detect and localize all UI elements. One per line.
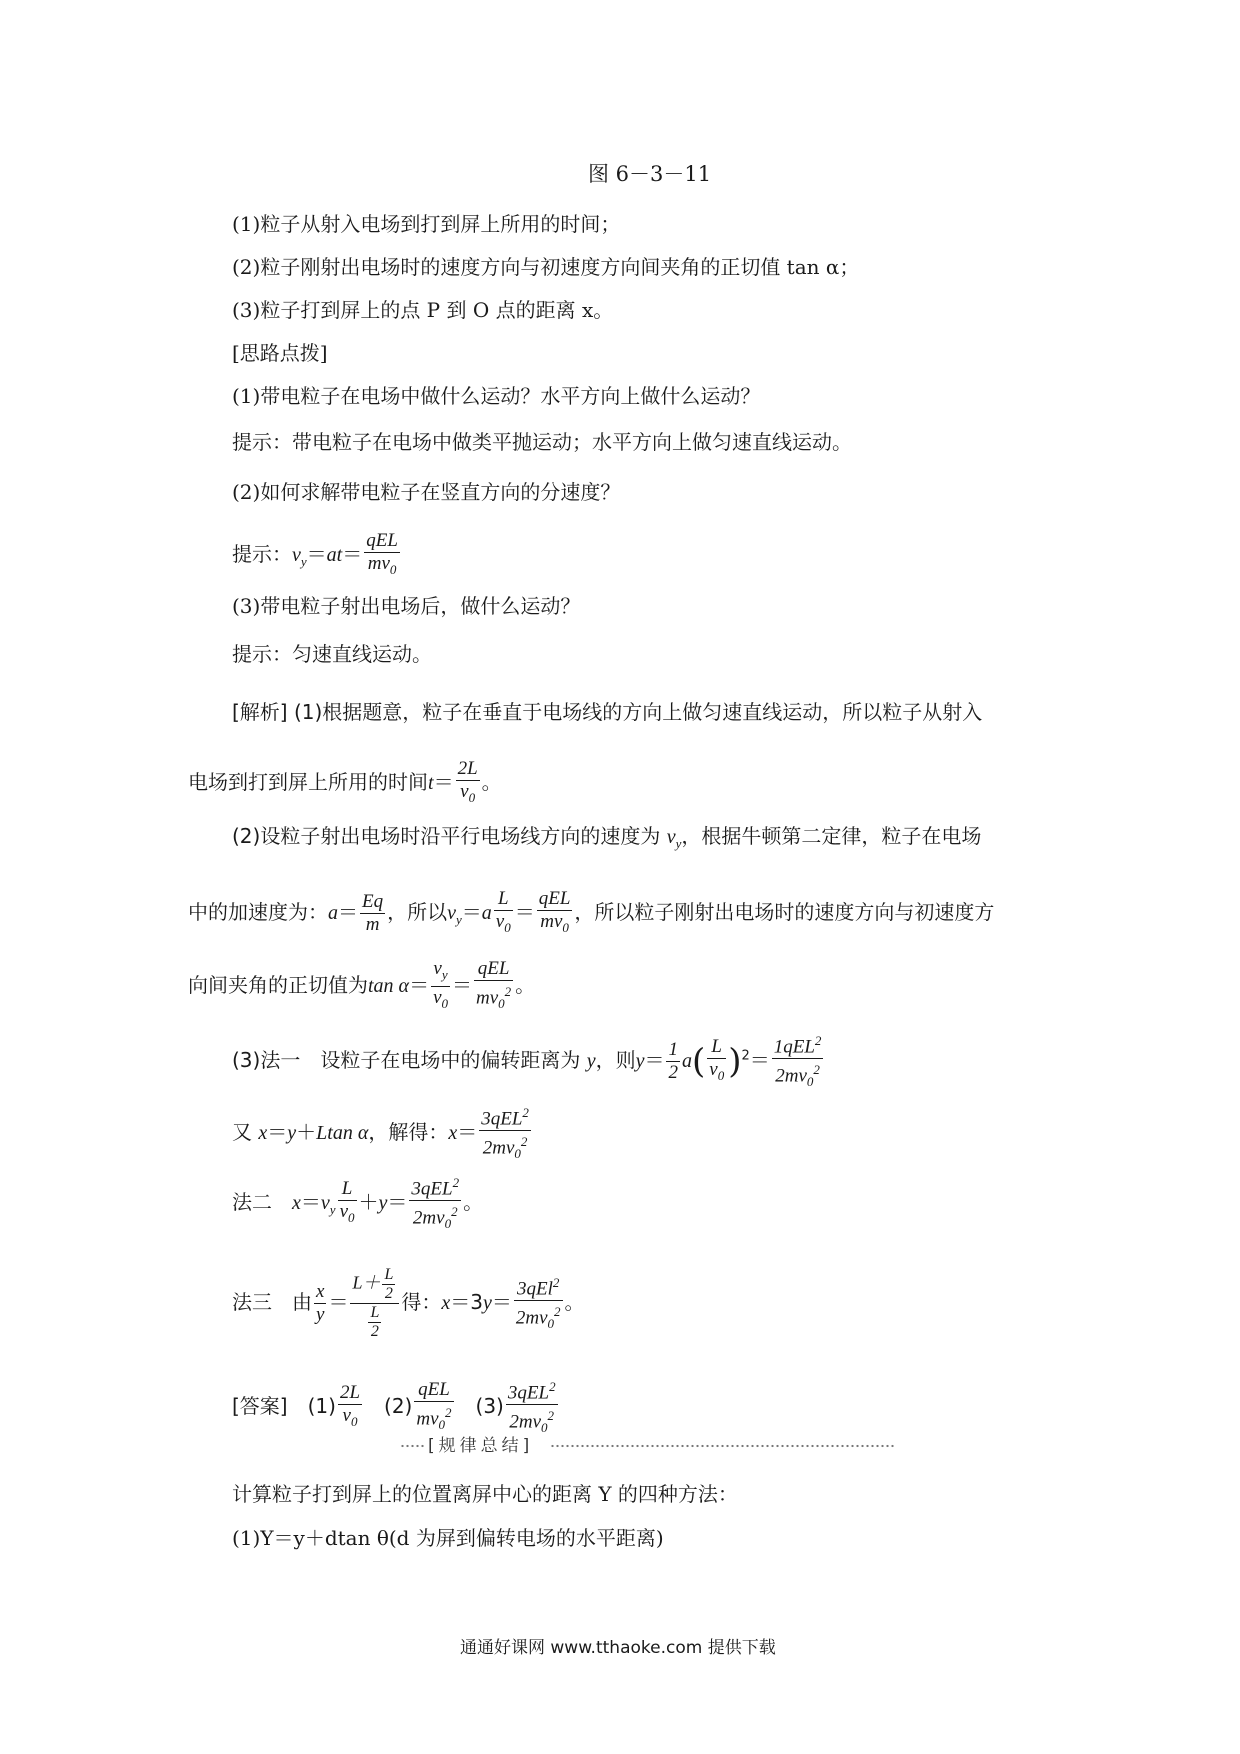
question-3: (3)粒子打到屏上的点 P 到 O 点的距离 x。 xyxy=(232,298,614,322)
summary-divider xyxy=(400,1433,900,1457)
hint-answer-3: 提示：匀速直线运动。 xyxy=(232,642,432,666)
summary-line-2: (1)Y＝y＋dtan θ(d 为屏到偏转电场的水平距离) xyxy=(232,1526,664,1550)
summary-title: [规律总结] xyxy=(428,1436,534,1456)
analysis-p3-line2: 又 x＝y＋Ltan α，解得：x＝ $\frac{3qEL^2}{2mv_0^2}$ xyxy=(232,1102,533,1165)
hint-header: [思路点拨] xyxy=(232,341,328,365)
answer-line: [答案] (1) $\frac{2L}{v_0}$ (2) $\frac{\text{qEL}}{mv_0^2}$ (3) $\frac{3qEL^2}{2mv_0^2}$ xyxy=(232,1376,560,1439)
dotted-rule-left xyxy=(400,1444,426,1448)
analysis-method-3: 法三 由 $\frac{x}{y}$ ＝ L＋ $\frac{L}{2}$ $\frac{L}{2}$ 得：x＝3y＝ $\frac{3qEl^2}{2mv_0^2}$ 。 xyxy=(232,1266,585,1340)
question-1: (1)粒子从射入电场到打到屏上所用的时间； xyxy=(232,212,621,236)
analysis-p2-line3: 向间夹角的正切值为tan α＝ $\frac{v_y}{v_0}$ ＝ $\frac{\text{qEL}}{mv_0^2}$ 。 xyxy=(188,958,536,1012)
hint-question-3: (3)带电粒子射出电场后，做什么运动？ xyxy=(232,594,581,618)
hint-answer-1: 提示：带电粒子在电场中做类平抛运动；水平方向上做匀速直线运动。 xyxy=(232,430,852,454)
analysis-p1-line2: 电场到打到屏上所用的时间t＝ $\frac{2L}{v_0}$ 。 xyxy=(188,758,502,809)
hint-answer-2: 提示：$v_y=at=$ $\frac{\text{qEL}}{mv_0}$ xyxy=(232,530,402,581)
question-2: (2)粒子刚射出电场时的速度方向与初速度方向间夹角的正切值 tan α； xyxy=(232,255,860,279)
hint-question-1: (1)带电粒子在电场中做什么运动？水平方向上做什么运动？ xyxy=(232,384,761,408)
formula-2L-over-v0: $\frac{2L}{v_0}$ xyxy=(457,758,478,805)
analysis-method-2: 法二 $x=v_y$ $\frac{L}{v_0}$ ＋y＝ $\frac{3qEL^2}{2mv_0^2}$ 。 xyxy=(232,1172,483,1235)
analysis-p2-line1: (2)设粒子射出电场时沿平行电场线方向的速度为 $v_y$，根据牛顿第二定律，粒子在电场 xyxy=(232,824,982,851)
page-footer: 通通好课网 www.tthaoke.com 提供下载 xyxy=(460,1638,776,1658)
analysis-p3-line1: (3)法一 设粒子在电场中的偏转距离为 y，则y＝ $\frac{1}{2}$ a( $\frac{L}{v_0}$ )$^2$＝ $\frac{1qEL^2}{2mv_0^2}$ xyxy=(232,1030,825,1093)
figure-caption: 图 6－3－11 xyxy=(588,162,712,186)
formula-qEL-over-mv0: $\frac{\text{qEL}}{mv_0}$ xyxy=(366,530,398,577)
hint-question-2: (2)如何求解带电粒子在竖直方向的分速度？ xyxy=(232,480,621,504)
summary-line-1: 计算粒子打到屏上的位置离屏中心的距离 Y 的四种方法： xyxy=(232,1482,738,1506)
analysis-p2-line2: 中的加速度为：a＝ $\frac{Eq}{m}$ ，所以$v_y=a$ $\frac{L}{v_0}$ ＝ $\frac{\text{qEL}}{mv_0}$ ，所以粒子刚射出电场时的速度方向与初速度方 xyxy=(188,888,995,935)
dotted-rule-right xyxy=(550,1444,894,1448)
analysis-p1-line1: [解析] (1)根据题意，粒子在垂直于电场线的方向上做匀速直线运动，所以粒子从射入 xyxy=(232,700,983,724)
